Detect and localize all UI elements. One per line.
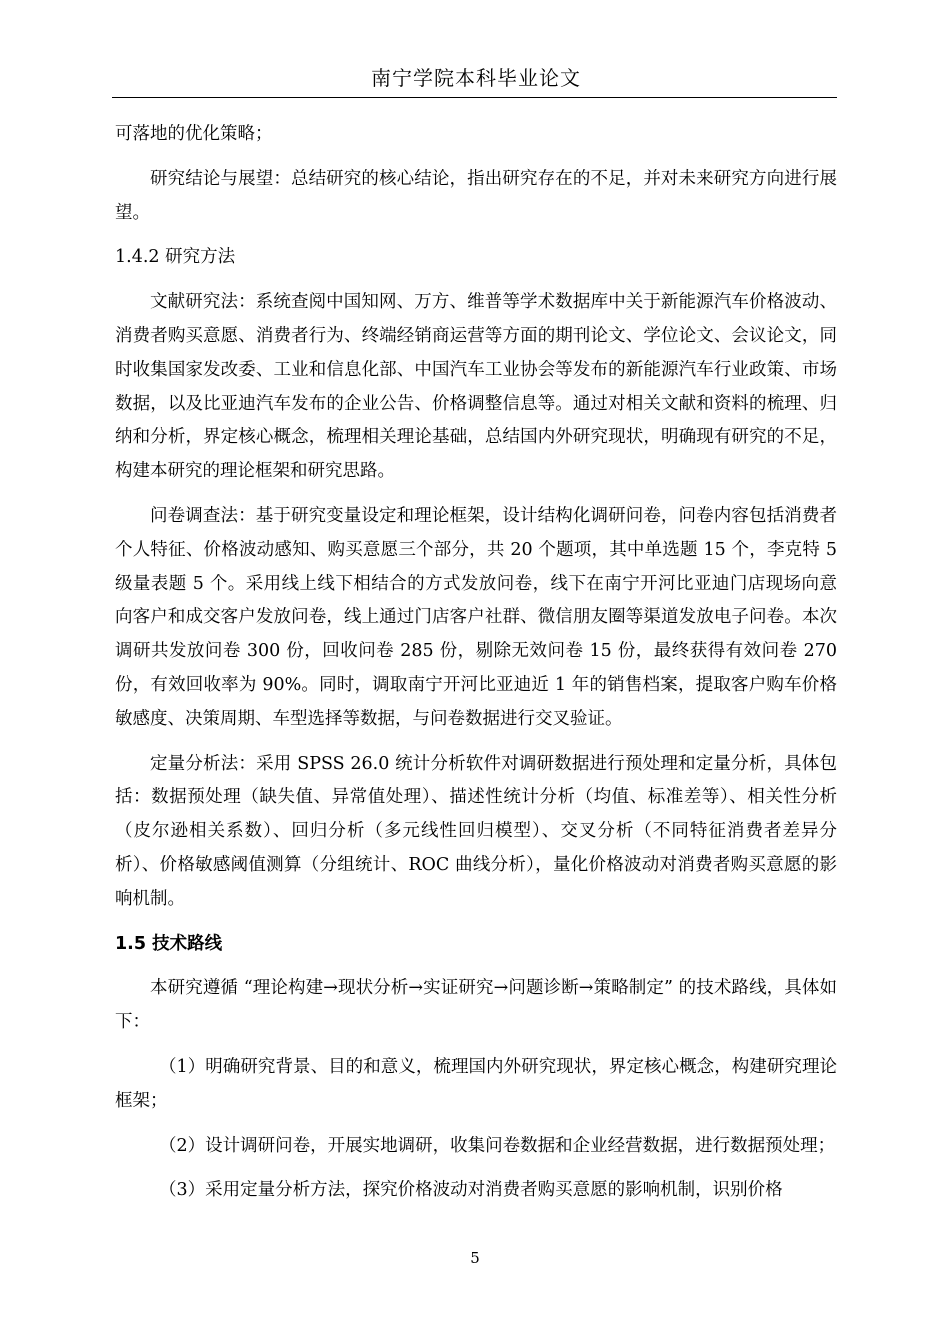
- page-number: 5: [470, 1249, 480, 1267]
- section-heading-research-methods: 1.4.2 研究方法: [115, 247, 236, 268]
- paragraph-continuation: 可落地的优化策略；: [115, 124, 273, 144]
- header-divider: [112, 97, 837, 98]
- paragraph-conclusion-outlook: 研究结论与展望：总结研究的核心结论，指出研究存在的不足，并对未来研究方向进行展望。: [115, 168, 837, 223]
- list-item-step-3: （3）采用定量分析方法，探究价格波动对消费者购买意愿的影响机制，识别价格: [159, 1180, 783, 1201]
- list-item-step-1: （1）明确研究背景、目的和意义，梳理国内外研究现状，界定核心概念，构建研究理论框架；: [115, 1056, 837, 1111]
- paragraph-route-intro: 本研究遵循 “理论构建→现状分析→实证研究→问题诊断→策略制定” 的技术路线，具体如下：: [115, 978, 837, 1033]
- list-item-step-2: （2）设计调研问卷，开展实地调研，收集问卷数据和企业经营数据，进行数据预处理；: [159, 1135, 836, 1156]
- paragraph-quantitative-method: 定量分析法：采用 SPSS 26.0 统计分析软件对调研数据进行预处理和定量分析，具体包括：数据预处理（缺失值、异常值处理）、描述性统计分析（均值、标准差等）、相关性分析（皮尔逊相关系数）、回归分析（多元线性回归模型）、交叉分析（不同特征消费者差异分析）、价格敏感阈值测算（分组统计、ROC 曲线分析），量化价格波动对消费者购买意愿的影响机制。: [115, 753, 837, 909]
- paragraph-survey-method: 问卷调查法：基于研究变量设定和理论框架，设计结构化调研问卷，问卷内容包括消费者个人特征、价格波动感知、购买意愿三个部分，共 20 个题项，其中单选题 15 个，李克特 5 级量表题 5 个。采用线上线下相结合的方式发放问卷，线下在南宁开河比亚迪门店现场向意向客户和成交客户发放问卷，线上通过门店客户社群、微信朋友圈等渠道发放电子问卷。本次调研共发放问卷 300 份，回收问卷 285 份，剔除无效问卷 15 份，最终获得有效问卷 270 份，有效回收率为 90%。同时，调取南宁开河比亚迪近 1 年的销售档案，提取客户购车价格敏感度、决策周期、车型选择等数据，与问卷数据进行交叉验证。: [115, 505, 837, 729]
- document-body: [115, 118, 837, 1219]
- page-header-title: 南宁学院本科毕业论文: [371, 66, 581, 90]
- section-heading-technical-route: 1.5 技术路线: [115, 933, 223, 954]
- paragraph-literature-method: 文献研究法：系统查阅中国知网、万方、维普等学术数据库中关于新能源汽车价格波动、消费者购买意愿、消费者行为、终端经销商运营等方面的期刊论文、学位论文、会议论文，同时收集国家发改委、工业和信息化部、中国汽车工业协会等发布的新能源汽车行业政策、市场数据，以及比亚迪汽车发布的企业公告、价格调整信息等。通过对相关文献和资料的梳理、归纳和分析，界定核心概念，梳理相关理论基础，总结国内外研究现状，明确现有研究的不足，构建本研究的理论框架和研究思路。: [115, 292, 837, 482]
